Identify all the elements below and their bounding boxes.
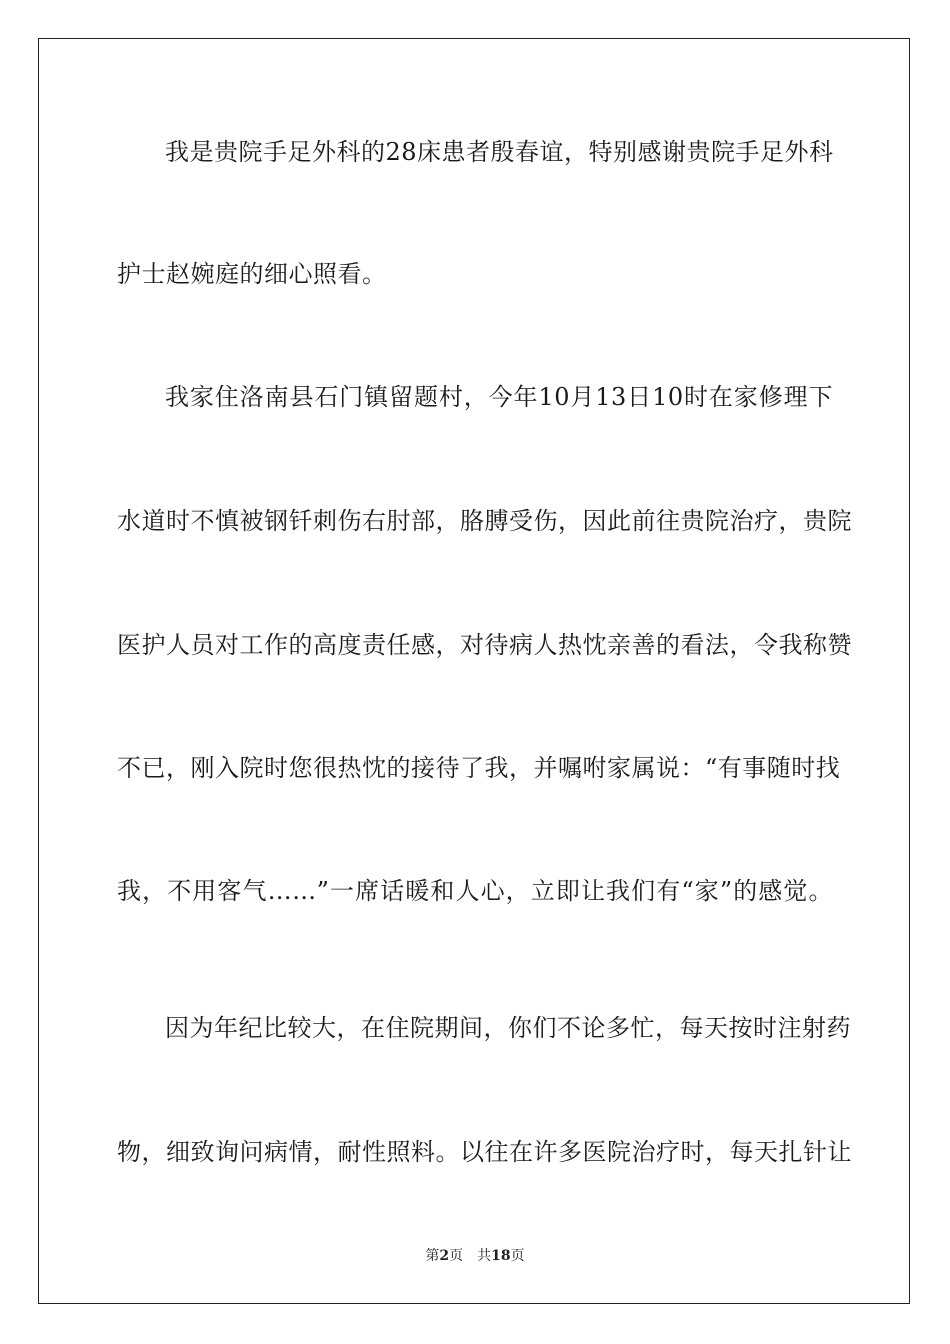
- text-line: 护士赵婉庭的细心照看。: [117, 260, 387, 288]
- text-line: 水道时不慎被钢钎刺伤右肘部，胳膊受伤，因此前往贵院治疗，贵院: [117, 507, 852, 535]
- page-border: [38, 38, 910, 1304]
- page-footer: [0, 1247, 950, 1265]
- text-line: 我是贵院手足外科的28床患者殷春谊，特别感谢贵院手足外科: [165, 138, 834, 166]
- text-line: 我家住洛南县石门镇留题村，今年10月13日10时在家修理下: [165, 383, 833, 411]
- footer-prefix: 第: [425, 1248, 440, 1264]
- current-page-number: 2: [439, 1248, 450, 1264]
- text-line: 物，细致询问病情，耐性照料。以往在许多医院治疗时，每天扎针让: [117, 1138, 852, 1166]
- footer-suffix: 页: [510, 1248, 525, 1264]
- footer-middle: 页 共: [449, 1248, 492, 1264]
- text-line: 因为年纪比较大，在住院期间，你们不论多忙，每天按时注射药: [165, 1014, 851, 1042]
- text-line: 不已，刚入院时您很热忱的接待了我，并嘱咐家属说：“有事随时找: [117, 754, 841, 782]
- text-line: 医护人员对工作的高度责任感，对待病人热忱亲善的看法，令我称赞: [117, 631, 852, 659]
- text-line: 我，不用客气……”一席话暖和人心，立即让我们有“家”的感觉。: [117, 877, 833, 905]
- total-page-count: 18: [491, 1248, 511, 1264]
